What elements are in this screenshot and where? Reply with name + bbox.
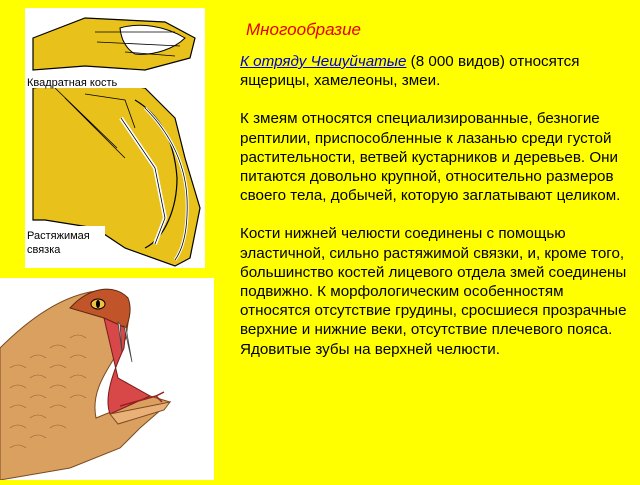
skull-drawing (25, 8, 205, 268)
intro-rest: (8 000 видов) относятся ящерицы, хамелеоны, змеи. (240, 53, 580, 90)
snake-head-figure (0, 278, 214, 480)
snake-head-drawing (0, 278, 214, 480)
body-text (240, 52, 635, 359)
jaw-paragraph: Кости нижней челюсти соединены с помощью эластичной, сильно растяжимой связки, и, кроме того, большинство костей лицевого отдела змей соединены подвижно. К морфологическим особенностям относятся отсутствие грудины, сросшиеся прозрачные верхние и нижние веки, отсутствие плечевого пояса. Ядовитые зубы на верхней челюсти. (240, 225, 627, 358)
ligament-label-line1: Растяжимая (27, 230, 90, 242)
scaly-order-link[interactable]: К отряду Чешуйчатые (240, 53, 407, 70)
ligament-label-line2: связка (27, 244, 61, 256)
snake-skull-figure (25, 8, 205, 268)
snakes-paragraph: К змеям относятся специализированные, безногие рептилии, приспособленные к лазанью среди густой растительности, ветвей кустарников и деревьев. Они питаются довольно крупной, относительно размеров своего тела, добычей, которую заглатывают целиком. (240, 110, 621, 205)
intro-paragraph (240, 52, 635, 90)
quadrate-bone-label: Квадратная кость (27, 77, 118, 89)
slide-title: Многообразие (246, 20, 361, 39)
